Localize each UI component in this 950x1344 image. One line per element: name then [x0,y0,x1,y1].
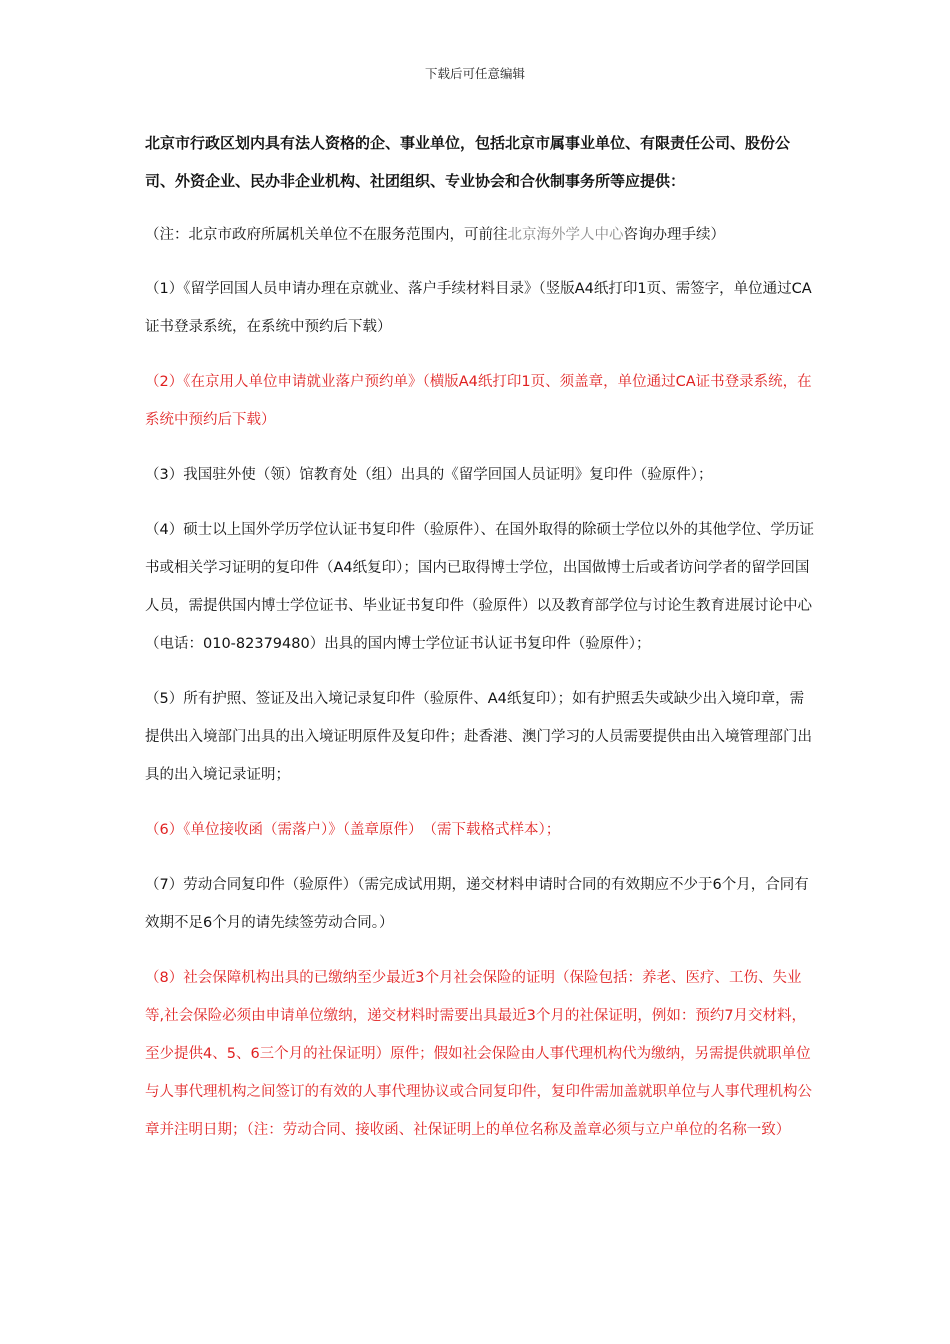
beijing-overseas-center-link[interactable]: 北京海外学人中心 [507,227,624,243]
list-item-1: （1）《留学回国人员申请办理在京就业、落户手续材料目录》（竖版A4纸打印1页、需签字，单位通过CA证书登录系统，在系统中预约后下载） [145,281,812,335]
list-item-8: （8）社会保障机构出具的已缴纳至少最近3个月社会保险的证明（保险包括：养老、医疗、工伤、失业等,社会保险必须由申请单位缴纳，递交材料时需要出具最近3个月的社保证明，例如：预约7月交材料，至少提供4、5、6三个月的社保证明）原件；假如社会保险由人事代理机构代为缴纳，另需提供就职单位与人事代理机构之间签订的有效的人事代理协议或合同复印件，复印件需加盖就职单位与人事代理机构公章并注明日期；（注：劳动合同、接收函、社保证明上的单位名称及盖章必须与立户单位的名称一致） [145,970,812,1138]
list-item-4: （4）硕士以上国外学历学位认证书复印件（验原件）、在国外取得的除硕士学位以外的其他学位、学历证书或相关学习证明的复印件（A4纸复印）；国内已取得博士学位，出国做博士后或者访问学者的留学回国人员，需提供国内博士学位证书、毕业证书复印件（验原件）以及教育部学位与讨论生教育进展讨论中心（电话：010-82379480）出具的国内博士学位证书认证书复印件（验原件）； [145,522,814,652]
document-body [145,124,815,1166]
list-item-3: （3）我国驻外使（领）馆教育处（组）出具的《留学回国人员证明》复印件（验原件）； [145,467,713,483]
list-item-5: （5）所有护照、签证及出入境记录复印件（验原件、A4纸复印）；如有护照丢失或缺少出入境印章，需提供出入境部门出具的出入境证明原件及复印件；赴香港、澳门学习的人员需要提供由出入境管理部门出具的出入境记录证明； [145,691,812,783]
list-item-7: （7）劳动合同复印件（验原件）（需完成试用期，递交材料申请时合同的有效期应不少于6个月，合同有效期不足6个月的请先续签劳动合同。） [145,877,809,931]
note-prefix: （注：北京市政府所属机关单位不在服务范围内，可前往 [145,227,508,243]
intro-paragraph: 北京市行政区划内具有法人资格的企、事业单位，包括北京市属事业单位、有限责任公司、股份公司、外资企业、民办非企业机构、社团组织、专业协会和合伙制事务所等应提供： [145,134,791,190]
note-paragraph [145,216,815,254]
list-item-2: （2）《在京用人单位申请就业落户预约单》（横版A4纸打印1页、须盖章，单位通过CA证书登录系统，在系统中预约后下载） [145,374,812,428]
list-item-6: （6）《单位接收函（需落户）》（盖章原件） （需下载格式样本）； [145,822,561,838]
header-note: 下载后可任意编辑 [424,66,525,81]
note-suffix: 咨询办理手续） [623,227,725,243]
